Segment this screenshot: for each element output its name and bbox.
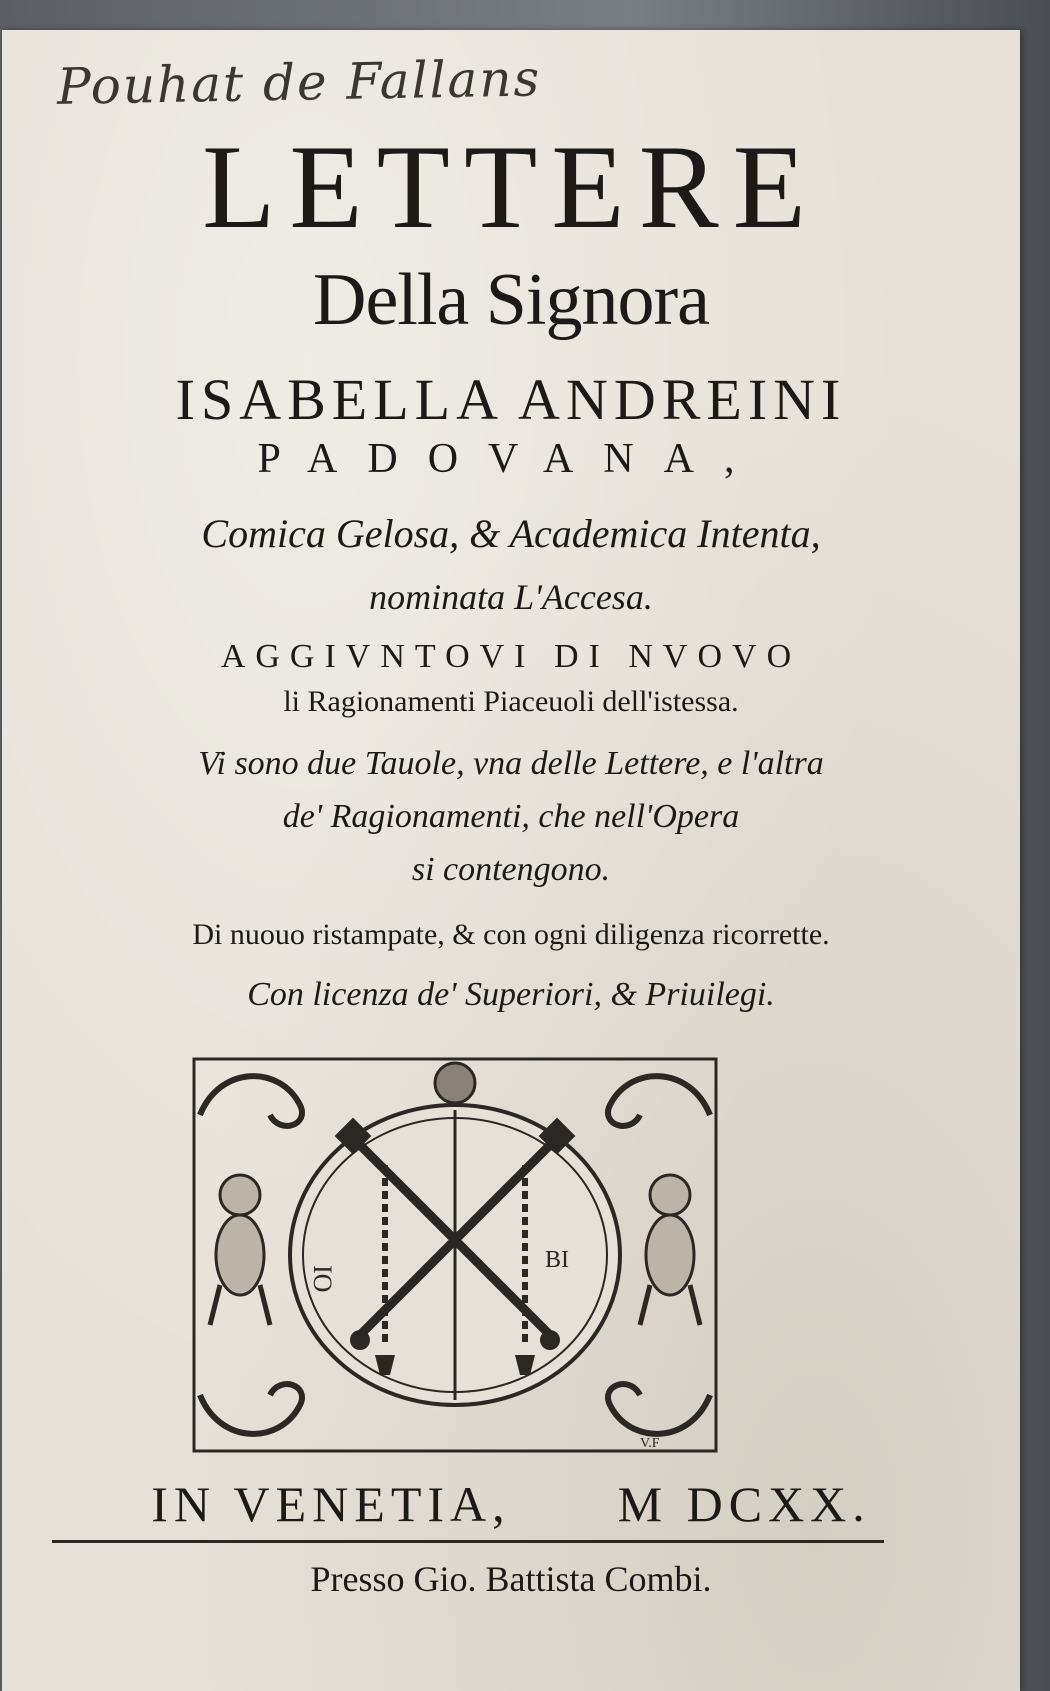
author-origin: PADOVANA, (257, 436, 765, 482)
printer-device-woodcut (190, 1055, 720, 1455)
scroll-ornament-top-right (608, 1076, 710, 1126)
device-initials-right: BI (545, 1247, 569, 1273)
device-corner-mark: V.F (640, 1436, 660, 1451)
imprint-year: M DCXX. (617, 1476, 871, 1532)
device-initials-left: IO (308, 1265, 337, 1293)
subtitle: Della Signora (313, 259, 709, 341)
handwritten-signature: Pouhat de Fallans (56, 49, 542, 116)
tables-line-3: si contengono. (411, 851, 611, 888)
imprint-place: IN VENETIA, (151, 1476, 511, 1532)
scroll-ornament-bottom-right (608, 1384, 710, 1434)
scroll-ornament-bottom-left (200, 1384, 302, 1434)
added-heading: AGGIVNTOVI DI NVOVO (220, 638, 802, 675)
added-ragionamenti: li Ragionamenti Piaceuoli dell'istessa. (283, 685, 739, 718)
license-note: Con licenza de' Superiori, & Priuilegi. (247, 976, 775, 1013)
imprint-line (2, 1475, 1020, 1533)
imprint-rule (52, 1540, 884, 1543)
cherub-right (640, 1175, 700, 1325)
author-roles: Comica Gelosa, & Academica Intenta, (201, 511, 821, 556)
cherub-left (210, 1175, 270, 1325)
tables-line-2: de' Ragionamenti, che nell'Opera (282, 798, 740, 835)
title-page (2, 30, 1020, 1691)
printer-name: Presso Gio. Battista Combi. (310, 1559, 712, 1599)
book-title: LETTERE (202, 120, 820, 253)
tables-line-1: Vi sono due Tauole, vna delle Lettere, e l'altra (198, 745, 824, 782)
author-nickname: nominata L'Accesa. (369, 577, 653, 617)
reprint-note: Di nuouo ristampate, & con ogni diligenza ricorrette. (192, 918, 830, 951)
scroll-ornament-top-left (200, 1076, 302, 1126)
mask-ornament (435, 1063, 475, 1103)
author-name: ISABELLA ANDREINI (175, 367, 847, 432)
